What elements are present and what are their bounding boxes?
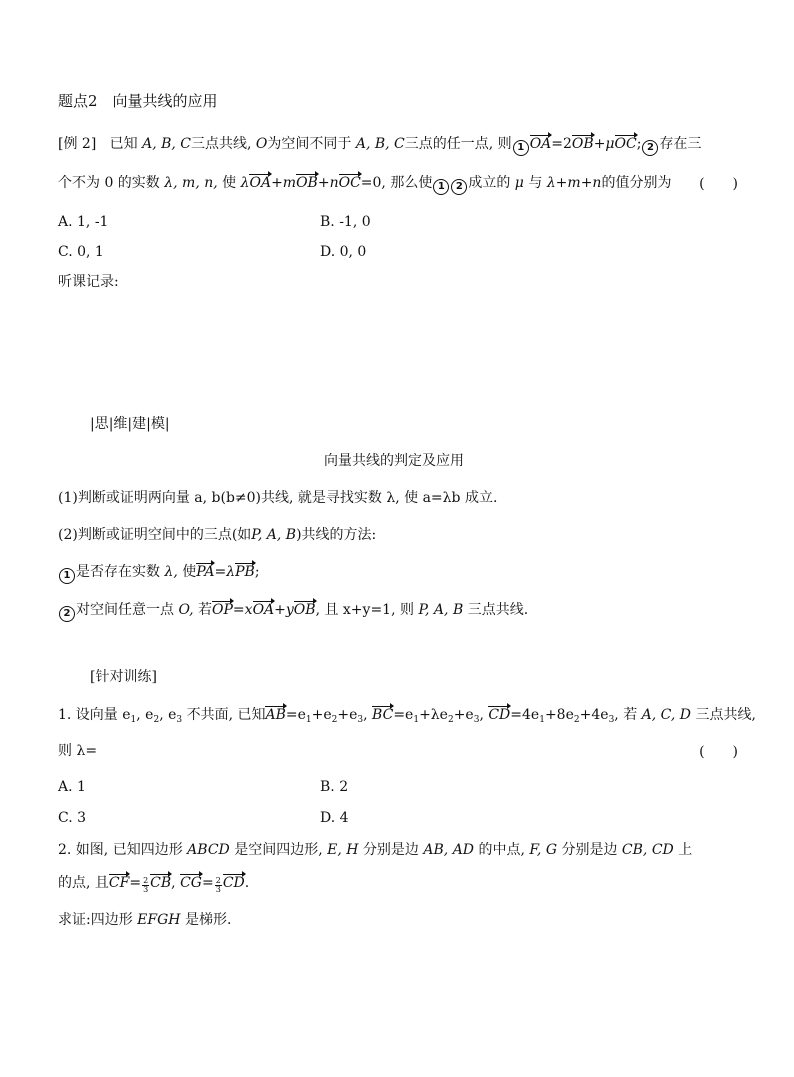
text: 若 (198, 602, 213, 618)
point-o: O (255, 136, 268, 152)
text: =e (285, 707, 306, 723)
text: +8e (544, 707, 574, 723)
subscript: 3 (176, 715, 183, 725)
vector-ob: OB (293, 602, 316, 618)
mu: μ (514, 175, 524, 191)
model-sub-1 (58, 562, 260, 584)
subscript: 1 (305, 715, 312, 725)
vector-ob: OB (571, 136, 594, 152)
text: (2)判断或证明空间中的三点(如 (58, 527, 252, 543)
points: A, B, C (142, 136, 192, 152)
vector-cf: CF (108, 875, 130, 891)
text: 是空间四边形, (234, 842, 323, 858)
denominator: 3 (143, 885, 149, 894)
points: P, A, B (418, 602, 464, 618)
text: ; (636, 136, 642, 152)
text: = (129, 875, 142, 891)
text: )共线的方法: (296, 527, 377, 543)
quadrilateral-efgh: EFGH (137, 912, 181, 928)
vector-cg: CG (180, 875, 202, 891)
text: , 若 (614, 707, 638, 723)
sum-expression: λ+m+n (546, 175, 602, 191)
fraction-two-thirds (142, 877, 149, 894)
text: +4e (579, 707, 609, 723)
question-2-proof (58, 910, 231, 930)
text: +e (453, 707, 474, 723)
option-c: C. 0, 1 (58, 244, 104, 260)
text: 三点共线, (191, 136, 252, 152)
model-item-2 (58, 525, 376, 545)
vector-oa: OA (252, 602, 275, 618)
question-2-line-1 (58, 840, 692, 860)
text: 三点共线, (695, 707, 756, 723)
numerator: 2 (215, 876, 221, 885)
example-line-1 (58, 134, 701, 156)
model-sub-2 (58, 600, 528, 622)
text: , (479, 707, 484, 723)
text: 2. 如图, 已知四边形 (58, 842, 183, 858)
text: 三点的任一点, 则 (404, 136, 512, 152)
answer-parentheses: ( ) (699, 744, 738, 760)
lambda: λ, (164, 564, 178, 580)
text: . (244, 875, 250, 891)
vector-pb: PB (235, 564, 255, 580)
vector-oc: OC (338, 175, 361, 191)
text: , e (159, 707, 177, 723)
text: +n (317, 175, 339, 191)
circled-number-1: 1 (513, 140, 529, 156)
text: 的中点, (478, 842, 525, 858)
option-a: A. 1, -1 (58, 214, 109, 230)
subscript: 2 (573, 715, 580, 725)
subscript: 2 (153, 715, 160, 725)
variables: λ, m, n, (164, 175, 218, 191)
vector-cd: CD (222, 875, 245, 891)
text: 已知 (109, 136, 138, 152)
text: 使 (222, 175, 237, 191)
text: 不共面, 已知 (186, 707, 266, 723)
model-title: 向量共线的判定及应用 (324, 453, 464, 469)
quadrilateral-abcd: ABCD (187, 842, 230, 858)
subscript: 1 (130, 715, 137, 725)
points: E, H (327, 842, 359, 858)
vector-pa: PA (196, 564, 215, 580)
lambda: λ (240, 175, 250, 191)
subscript: 3 (473, 715, 480, 725)
text: =2 (551, 136, 572, 152)
vector-ab: AB (265, 707, 286, 723)
points: F, G (529, 842, 558, 858)
text: 1. 设向量 e (58, 707, 131, 723)
training-heading: [针对训练] (90, 669, 157, 685)
text: 分别是边 (561, 842, 618, 858)
text: =λ (214, 564, 236, 580)
text: 的点, 且 (58, 875, 109, 891)
text: 求证:四边形 (58, 912, 133, 928)
circled-number-2: 2 (451, 179, 467, 195)
point-o: O, (178, 602, 194, 618)
option-d: D. 0, 0 (320, 244, 367, 260)
circled-number-1: 1 (433, 179, 449, 195)
subscript: 2 (447, 715, 454, 725)
q1-option-b: B. 2 (320, 779, 349, 795)
points: A, C, D (641, 707, 692, 723)
text: , (363, 707, 368, 723)
text: +e (311, 707, 332, 723)
text: , e (136, 707, 154, 723)
text: , 且 x+y=1, 则 (315, 602, 414, 618)
fraction-two-thirds (215, 877, 222, 894)
q1-option-a: A. 1 (58, 779, 86, 795)
numerator: 2 (143, 876, 149, 885)
subscript: 3 (357, 715, 364, 725)
text: +y (274, 602, 294, 618)
question-2-line-2 (58, 873, 249, 894)
text: + (593, 136, 606, 152)
text: 与 (528, 175, 543, 191)
text: 成立的 (468, 175, 511, 191)
text: =0, 那么使 (360, 175, 433, 191)
notes-label: 听课记录: (58, 274, 119, 290)
text: 三点共线. (467, 602, 529, 618)
example-line-2 (58, 173, 738, 195)
section-title: 题点2 向量共线的应用 (58, 92, 218, 110)
text: +λe (419, 707, 448, 723)
model-item-1: (1)判断或证明两向量 a, b(b≠0)共线, 就是寻找实数 λ, 使 a=λb 成立. (58, 490, 498, 506)
text: 存在三 (659, 136, 702, 152)
text: =x (232, 602, 253, 618)
points: P, A, B (251, 527, 297, 543)
vector-bc: BC (372, 707, 394, 723)
subscript: 2 (331, 715, 338, 725)
text: +e (337, 707, 358, 723)
circled-number-2: 2 (642, 140, 658, 156)
text: 使 (182, 564, 197, 580)
text: ; (254, 564, 260, 580)
model-heading: |思|维|建|模| (90, 416, 170, 432)
edges: AB, AD (423, 842, 475, 858)
text: 对空间任意一点 (76, 602, 174, 618)
text: 为空间不同于 (267, 136, 352, 152)
text: 个不为 0 的实数 (58, 175, 160, 191)
points: A, B, C (355, 136, 405, 152)
q1-option-d: D. 4 (320, 810, 349, 826)
option-b: B. -1, 0 (320, 214, 371, 230)
question-1-line-2: 则 λ= (58, 743, 98, 759)
circled-number-1: 1 (59, 568, 75, 584)
vector-op: OP (212, 602, 233, 618)
answer-parentheses: ( ) (699, 176, 738, 192)
text: = (201, 875, 214, 891)
q1-option-c: C. 3 (58, 810, 87, 826)
text: 是梯形. (184, 912, 232, 928)
text: +m (271, 175, 297, 191)
text: =4e (510, 707, 540, 723)
subscript: 3 (608, 715, 615, 725)
circled-number-2: 2 (59, 606, 75, 622)
denominator: 3 (215, 885, 221, 894)
vector-oa: OA (529, 136, 552, 152)
example-tag: [例 2] (58, 136, 97, 152)
text: =e (393, 707, 414, 723)
text: 的值分别为 (601, 175, 672, 191)
vector-oa: OA (249, 175, 272, 191)
text: 分别是边 (362, 842, 419, 858)
vector-cd: CD (488, 707, 511, 723)
question-1-line-1 (58, 705, 756, 730)
text: 是否存在实数 (76, 564, 160, 580)
vector-oc: OC (614, 136, 637, 152)
edges: CB, CD (621, 842, 674, 858)
mu: μ (605, 136, 615, 152)
subscript: 1 (413, 715, 420, 725)
text: 上 (678, 842, 693, 858)
vector-cb: CB (150, 875, 172, 891)
subscript: 1 (539, 715, 545, 725)
vector-ob: OB (296, 175, 318, 191)
text: , (171, 875, 176, 891)
